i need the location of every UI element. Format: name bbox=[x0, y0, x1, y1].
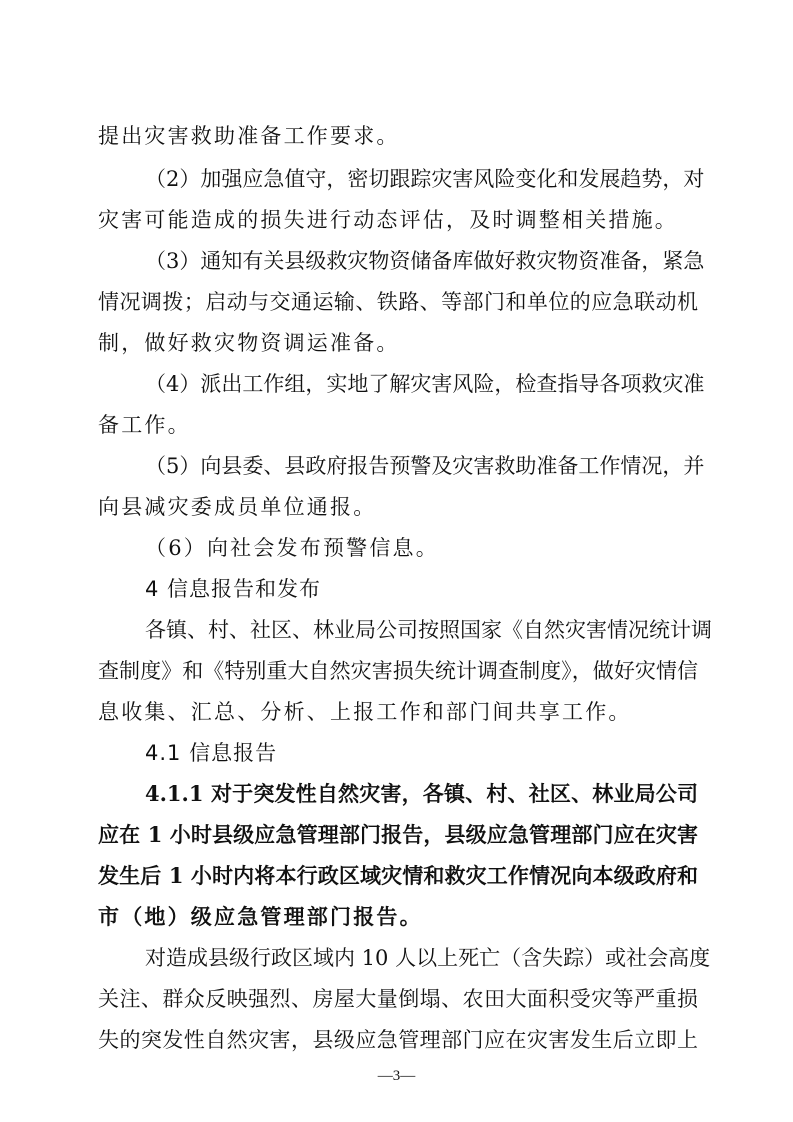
text-line: 情况调拨；启动与交通运输、铁路、等部门和单位的应急联动机 bbox=[98, 290, 698, 314]
text-line-bold: 发生后 1 小时内将本行政区域灾情和救灾工作情况向本级政府和 bbox=[98, 863, 698, 888]
section-heading: 4 信息报告和发布 bbox=[145, 577, 322, 601]
text-line: 向县减灾委成员单位通报。 bbox=[98, 495, 377, 519]
text-line: 各镇、村、社区、林业局公司按照国家《自然灾害情况统计调 bbox=[145, 618, 712, 642]
text-line: （5）向县委、县政府报告预警及灾害救助准备工作情况，并 bbox=[145, 454, 705, 478]
page-number: —3— bbox=[377, 1068, 416, 1084]
text-line: 灾害可能造成的损失进行动态评估，及时调整相关措施。 bbox=[98, 208, 678, 232]
text-line: 备工作。 bbox=[98, 413, 191, 437]
text-line: 查制度》和《特别重大自然灾害损失统计调查制度》，做好灾情信 bbox=[98, 659, 698, 683]
text-line: （3）通知有关县级救灾物资储备库做好救灾物资准备，紧急 bbox=[145, 249, 705, 273]
text-line: 关注、群众反映强烈、房屋大量倒塌、农田大面积受灾等严重损 bbox=[98, 987, 698, 1011]
text-line-bold: 市（地）级应急管理部门报告。 bbox=[98, 904, 423, 929]
text-line: 失的突发性自然灾害，县级应急管理部门应在灾害发生后立即上 bbox=[98, 1028, 698, 1052]
text-line: （6）向社会发布预警信息。 bbox=[145, 536, 439, 560]
text-line: 对造成县级行政区域内 10 人以上死亡（含失踪）或社会高度 bbox=[145, 946, 711, 970]
text-line: （4）派出工作组，实地了解灾害风险，检查指导各项救灾准 bbox=[145, 372, 705, 396]
text-line-bold: 4.1.1 对于突发性自然灾害，各镇、村、社区、林业局公司 bbox=[145, 781, 698, 806]
text-line: 提出灾害救助准备工作要求。 bbox=[98, 124, 400, 148]
text-line: 制，做好救灾物资调运准备。 bbox=[98, 331, 400, 355]
subsection-heading: 4.1 信息报告 bbox=[145, 741, 278, 765]
text-line-bold: 应在 1 小时县级应急管理部门报告，县级应急管理部门应在灾害 bbox=[98, 822, 698, 847]
text-line: 息收集、汇总、分析、上报工作和部门间共享工作。 bbox=[98, 700, 632, 724]
text-line: （2）加强应急值守，密切跟踪灾害风险变化和发展趋势，对 bbox=[145, 167, 705, 191]
